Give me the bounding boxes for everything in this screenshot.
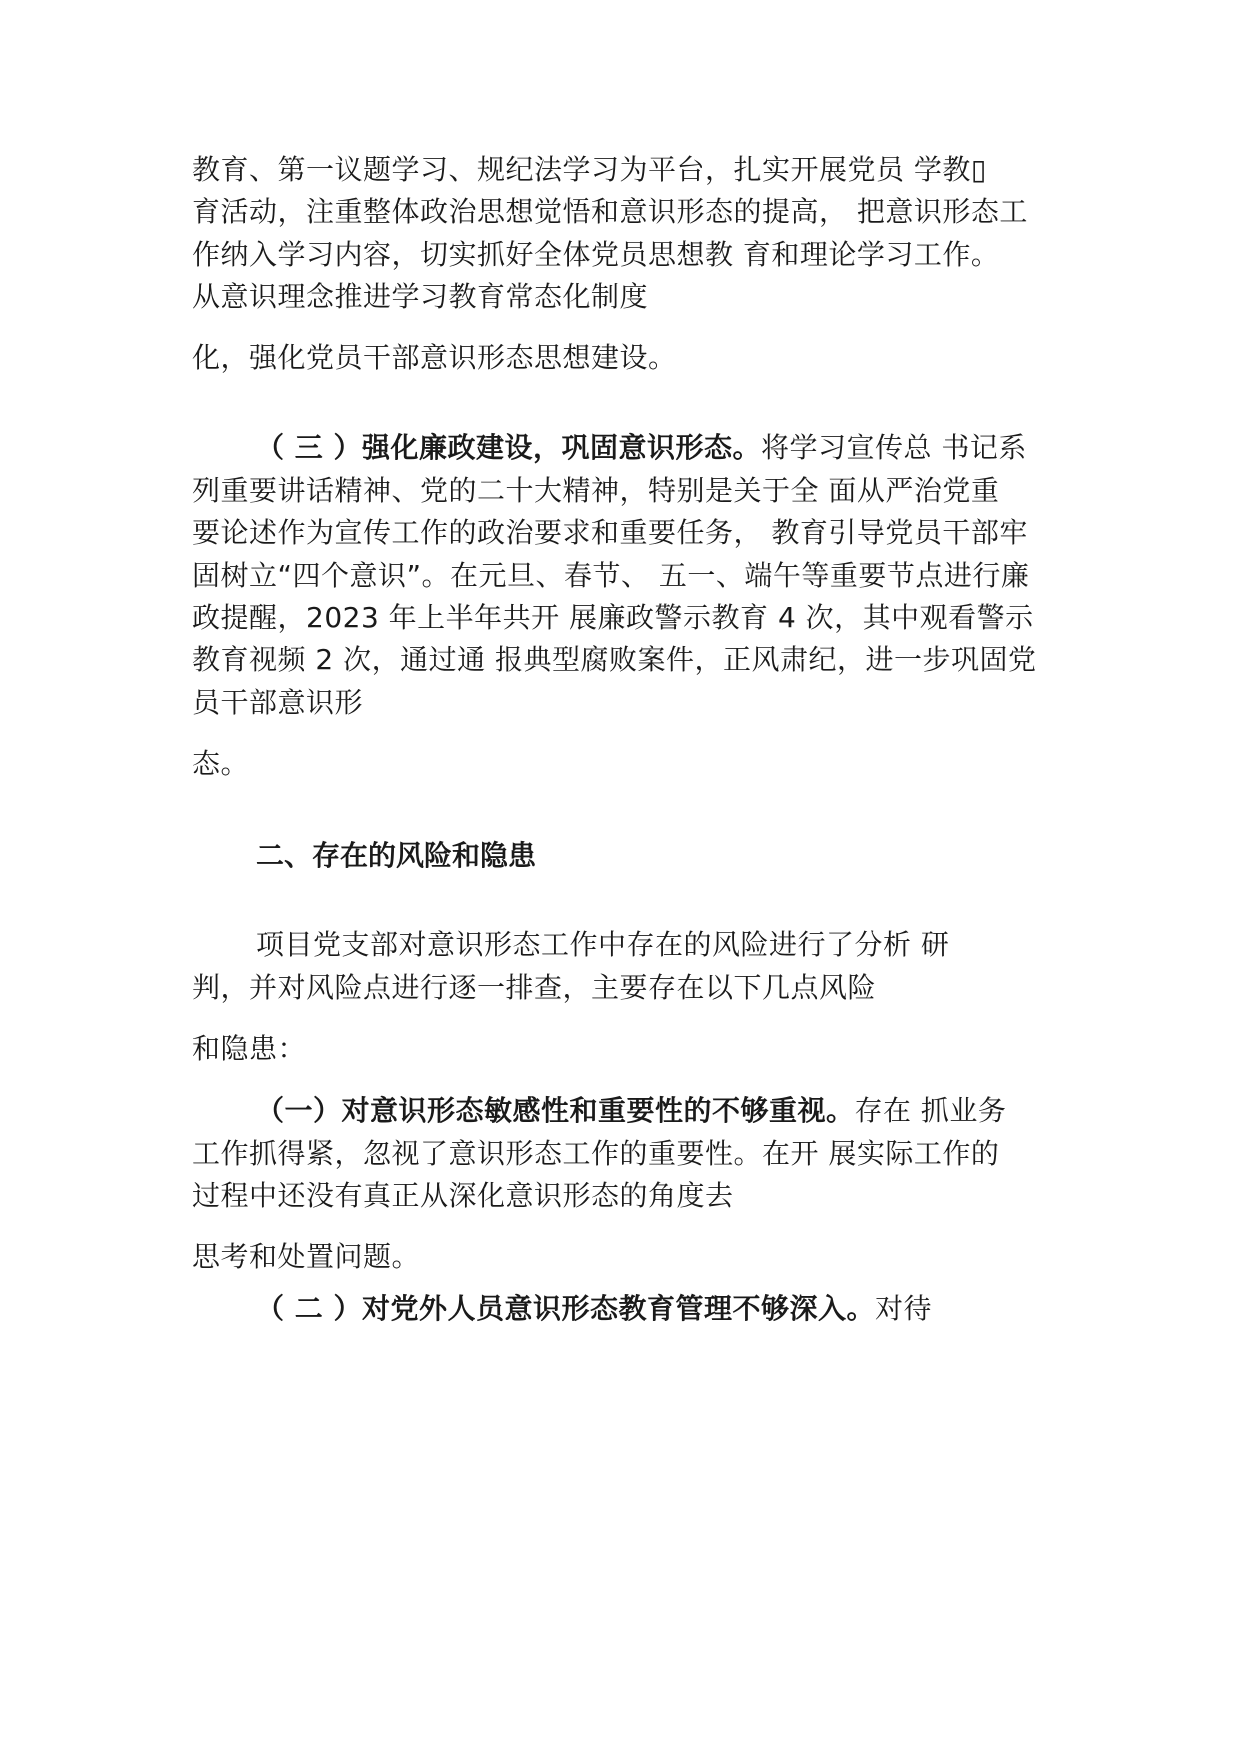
paragraph-5-line-1 [256, 1289, 932, 1329]
paragraph-4-line-2: 工作抓得紧，忽视了意识形态工作的重要性。在开 展实际工作的 [192, 1137, 1000, 1170]
paragraph-2-line-7: 员干部意识形 [192, 686, 364, 719]
text-run: 将学习宣传总 书记系 [761, 431, 1027, 464]
paragraph-2-line-3: 要论述作为宣传工作的政治要求和重要任务， 教育引导党员干部牢 [192, 516, 1028, 549]
paragraph-4-line-1 [256, 1091, 1006, 1131]
paragraph-1-line-5: 化，强化党员干部意识形态思想建设。 [192, 341, 677, 374]
paragraph-4-lead: （一）对意识形态敏感性和重要性的不够重视。 [256, 1094, 855, 1127]
paragraph-4-line-3: 过程中还没有真正从深化意识形态的角度去 [192, 1179, 734, 1212]
paragraph-2-line-4: 固树立“四个意识”。在元旦、春节、 五一、端午等重要节点进行廉 [192, 559, 1030, 592]
text-run: 存在 抓业务 [854, 1094, 1007, 1127]
paragraph-2-line-1 [256, 428, 1027, 468]
paragraph-3-line-3: 和隐患： [192, 1032, 307, 1065]
paragraph-2-lead: （ 三 ）强化廉政建设，巩固意识形态。 [256, 431, 761, 464]
paragraph-1-line-2: 育活动，注重整体政治思想觉悟和意识形态的提高， 把意识形态工 [192, 195, 1028, 228]
paragraph-2-line-2: 列重要讲话精神、党的二十大精神，特别是关于全 面从严治党重 [192, 474, 1000, 507]
paragraph-3-line-1: 项目党支部对意识形态工作中存在的风险进行了分析 研 [256, 928, 950, 961]
paragraph-1-line-3: 作纳入学习内容，切实抓好全体党员思想教 育和理论学习工作。 [192, 238, 1000, 271]
paragraph-1-line-1 [192, 150, 987, 190]
text-run: 教育、第一议题学习、规纪法学习为平台，扎实开展党员 学教 [192, 153, 971, 186]
text-run: 对待 [875, 1292, 933, 1325]
missing-glyph-box: ▯ [970, 153, 987, 186]
paragraph-3-line-2: 判，并对风险点进行逐一排查，主要存在以下几点风险 [192, 971, 877, 1004]
paragraph-2-line-5: 政提醒，2023 年上半年共开 展廉政警示教育 4 次，其中观看警示 [192, 601, 1034, 634]
paragraph-2-line-6: 教育视频 2 次，通过通 报典型腐败案件，正风肃纪，进一步巩固党 [192, 643, 1037, 676]
paragraph-4-line-4: 思考和处置问题。 [192, 1240, 421, 1273]
paragraph-2-line-8: 态。 [192, 747, 250, 780]
paragraph-5-lead: （ 二 ）对党外人员意识形态教育管理不够深入。 [256, 1292, 875, 1325]
paragraph-1-line-4: 从意识理念推进学习教育常态化制度 [192, 280, 649, 313]
section-2-heading: 二、存在的风险和隐患 [256, 839, 537, 872]
